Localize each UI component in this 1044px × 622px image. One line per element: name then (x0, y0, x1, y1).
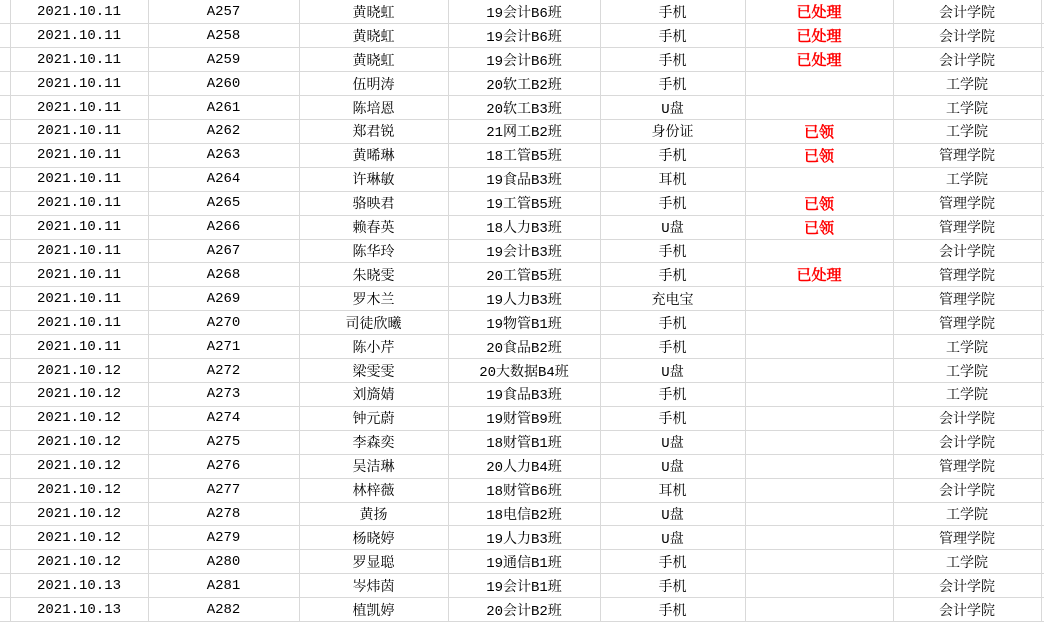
table-row (0, 215, 1044, 239)
cell-class[interactable]: 19人力B3班 (448, 287, 600, 311)
cell-date[interactable]: 2021.10.11 (10, 191, 148, 215)
cell-student-name[interactable]: 郑君锐 (299, 120, 448, 144)
cell-left-sliver[interactable] (0, 120, 10, 144)
cell-status[interactable] (745, 526, 893, 550)
cell-record-id[interactable]: A262 (148, 120, 299, 144)
cell-item-type[interactable]: 手机 (600, 598, 745, 622)
cell-class[interactable]: 20软工B2班 (448, 72, 600, 96)
cell-record-id[interactable]: A264 (148, 167, 299, 191)
cell-college[interactable]: 会计学院 (893, 598, 1041, 622)
cell-record-id[interactable]: A266 (148, 215, 299, 239)
cell-student-name[interactable]: 杨晓婷 (299, 526, 448, 550)
cell-class[interactable]: 19食品B3班 (448, 167, 600, 191)
cell-student-name[interactable]: 李森奕 (299, 430, 448, 454)
cell-college[interactable]: 工学院 (893, 502, 1041, 526)
cell-record-id[interactable]: A279 (148, 526, 299, 550)
cell-student-name[interactable]: 许琳敏 (299, 167, 448, 191)
cell-date[interactable]: 2021.10.13 (10, 574, 148, 598)
table-row (0, 96, 1044, 120)
cell-student-name[interactable]: 伍明涛 (299, 72, 448, 96)
cell-date[interactable]: 2021.10.12 (10, 406, 148, 430)
cell-left-sliver[interactable] (0, 0, 10, 24)
cell-left-sliver[interactable] (0, 311, 10, 335)
cell-student-name[interactable]: 黄扬 (299, 502, 448, 526)
cell-student-name[interactable]: 林梓薇 (299, 478, 448, 502)
table-row (0, 359, 1044, 383)
cell-left-sliver[interactable] (0, 550, 10, 574)
cell-status[interactable]: 已处理 (745, 0, 893, 24)
cell-status[interactable]: 已领 (745, 191, 893, 215)
cell-class[interactable]: 19工管B5班 (448, 191, 600, 215)
cell-college[interactable]: 会计学院 (893, 574, 1041, 598)
cell-item-type[interactable]: 手机 (600, 0, 745, 24)
table-row (0, 526, 1044, 550)
cell-status[interactable] (745, 239, 893, 263)
cell-record-id[interactable]: A257 (148, 0, 299, 24)
cell-date[interactable]: 2021.10.11 (10, 167, 148, 191)
cell-record-id[interactable]: A260 (148, 72, 299, 96)
cell-class[interactable]: 19物管B1班 (448, 311, 600, 335)
cell-status[interactable]: 已处理 (745, 24, 893, 48)
cell-college[interactable]: 会计学院 (893, 430, 1041, 454)
cell-college[interactable]: 管理学院 (893, 526, 1041, 550)
cell-class[interactable]: 18工管B5班 (448, 143, 600, 167)
cell-date[interactable]: 2021.10.12 (10, 359, 148, 383)
cell-status[interactable] (745, 550, 893, 574)
cell-item-type[interactable]: 手机 (600, 550, 745, 574)
cell-item-type[interactable]: U盘 (600, 359, 745, 383)
cell-class[interactable]: 18财管B6班 (448, 478, 600, 502)
cell-item-type[interactable]: U盘 (600, 526, 745, 550)
cell-status[interactable] (745, 311, 893, 335)
cell-status[interactable] (745, 406, 893, 430)
cell-date[interactable]: 2021.10.11 (10, 72, 148, 96)
cell-student-name[interactable]: 吴洁琳 (299, 454, 448, 478)
cell-college[interactable]: 管理学院 (893, 287, 1041, 311)
cell-status[interactable]: 已领 (745, 215, 893, 239)
cell-record-id[interactable]: A276 (148, 454, 299, 478)
cell-left-sliver[interactable] (0, 359, 10, 383)
cell-date[interactable]: 2021.10.11 (10, 263, 148, 287)
cell-class[interactable]: 19财管B9班 (448, 406, 600, 430)
cell-item-type[interactable]: U盘 (600, 430, 745, 454)
cell-class[interactable]: 18人力B3班 (448, 215, 600, 239)
cell-date[interactable]: 2021.10.12 (10, 526, 148, 550)
cell-class[interactable]: 19会计B3班 (448, 239, 600, 263)
cell-college[interactable]: 工学院 (893, 96, 1041, 120)
table-row (0, 191, 1044, 215)
cell-item-type[interactable]: 充电宝 (600, 287, 745, 311)
cell-college[interactable]: 工学院 (893, 335, 1041, 359)
table-row (0, 72, 1044, 96)
cell-left-sliver[interactable] (0, 598, 10, 622)
cell-date[interactable]: 2021.10.13 (10, 598, 148, 622)
cell-left-sliver[interactable] (0, 454, 10, 478)
cell-class[interactable]: 19通信B1班 (448, 550, 600, 574)
table-row (0, 502, 1044, 526)
cell-left-sliver[interactable] (0, 478, 10, 502)
cell-item-type[interactable]: 手机 (600, 143, 745, 167)
cell-record-id[interactable]: A270 (148, 311, 299, 335)
cell-status[interactable] (745, 335, 893, 359)
cell-college[interactable]: 工学院 (893, 120, 1041, 144)
cell-item-type[interactable]: U盘 (600, 96, 745, 120)
cell-left-sliver[interactable] (0, 502, 10, 526)
cell-date[interactable]: 2021.10.12 (10, 454, 148, 478)
cell-item-type[interactable]: 手机 (600, 311, 745, 335)
cell-college[interactable]: 管理学院 (893, 263, 1041, 287)
cell-status[interactable] (745, 359, 893, 383)
cell-left-sliver[interactable] (0, 526, 10, 550)
cell-class[interactable]: 19人力B3班 (448, 526, 600, 550)
cell-left-sliver[interactable] (0, 96, 10, 120)
cell-class[interactable]: 19食品B3班 (448, 383, 600, 407)
table-row (0, 478, 1044, 502)
cell-status[interactable] (745, 598, 893, 622)
cell-student-name[interactable]: 罗显聪 (299, 550, 448, 574)
cell-left-sliver[interactable] (0, 72, 10, 96)
cell-date[interactable]: 2021.10.12 (10, 383, 148, 407)
cell-college[interactable]: 管理学院 (893, 143, 1041, 167)
cell-item-type[interactable]: 耳机 (600, 478, 745, 502)
cell-college[interactable]: 管理学院 (893, 215, 1041, 239)
cell-college[interactable]: 会计学院 (893, 478, 1041, 502)
cell-student-name[interactable]: 骆映君 (299, 191, 448, 215)
cell-left-sliver[interactable] (0, 48, 10, 72)
cell-item-type[interactable]: 手机 (600, 383, 745, 407)
table-row (0, 574, 1044, 598)
cell-college[interactable]: 管理学院 (893, 454, 1041, 478)
cell-date[interactable]: 2021.10.12 (10, 478, 148, 502)
cell-left-sliver[interactable] (0, 191, 10, 215)
cell-class[interactable]: 20大数据B4班 (448, 359, 600, 383)
cell-status[interactable] (745, 72, 893, 96)
cell-college[interactable]: 会计学院 (893, 406, 1041, 430)
cell-date[interactable]: 2021.10.11 (10, 48, 148, 72)
cell-left-sliver[interactable] (0, 335, 10, 359)
cell-left-sliver[interactable] (0, 574, 10, 598)
cell-record-id[interactable]: A282 (148, 598, 299, 622)
cell-record-id[interactable]: A277 (148, 478, 299, 502)
cell-record-id[interactable]: A269 (148, 287, 299, 311)
cell-student-name[interactable]: 赖春英 (299, 215, 448, 239)
cell-class[interactable]: 19会计B6班 (448, 48, 600, 72)
cell-student-name[interactable]: 黄晞琳 (299, 143, 448, 167)
cell-date[interactable]: 2021.10.12 (10, 550, 148, 574)
cell-status[interactable]: 已领 (745, 143, 893, 167)
cell-status[interactable] (745, 574, 893, 598)
cell-record-id[interactable]: A272 (148, 359, 299, 383)
cell-student-name[interactable]: 刘旖婧 (299, 383, 448, 407)
cell-date[interactable]: 2021.10.11 (10, 311, 148, 335)
cell-record-id[interactable]: A265 (148, 191, 299, 215)
cell-record-id[interactable]: A275 (148, 430, 299, 454)
cell-date[interactable]: 2021.10.11 (10, 24, 148, 48)
cell-college[interactable]: 管理学院 (893, 191, 1041, 215)
table-row (0, 311, 1044, 335)
cell-date[interactable]: 2021.10.11 (10, 143, 148, 167)
cell-class[interactable]: 20食品B2班 (448, 335, 600, 359)
cell-status[interactable] (745, 478, 893, 502)
table-row (0, 383, 1044, 407)
cell-item-type[interactable]: 手机 (600, 263, 745, 287)
cell-class[interactable]: 18财管B1班 (448, 430, 600, 454)
cell-left-sliver[interactable] (0, 430, 10, 454)
cell-record-id[interactable]: A273 (148, 383, 299, 407)
cell-date[interactable]: 2021.10.11 (10, 335, 148, 359)
cell-item-type[interactable]: 手机 (600, 406, 745, 430)
cell-college[interactable]: 管理学院 (893, 311, 1041, 335)
cell-date[interactable]: 2021.10.11 (10, 239, 148, 263)
cell-college[interactable]: 工学院 (893, 550, 1041, 574)
cell-class[interactable]: 21网工B2班 (448, 120, 600, 144)
cell-left-sliver[interactable] (0, 287, 10, 311)
cell-class[interactable]: 20软工B3班 (448, 96, 600, 120)
cell-date[interactable]: 2021.10.12 (10, 430, 148, 454)
cell-left-sliver[interactable] (0, 383, 10, 407)
cell-student-name[interactable]: 朱晓雯 (299, 263, 448, 287)
cell-status[interactable] (745, 454, 893, 478)
table-row (0, 24, 1044, 48)
cell-student-name[interactable]: 黄晓虹 (299, 24, 448, 48)
cell-item-type[interactable]: 手机 (600, 191, 745, 215)
cell-record-id[interactable]: A271 (148, 335, 299, 359)
cell-record-id[interactable]: A280 (148, 550, 299, 574)
cell-date[interactable]: 2021.10.11 (10, 215, 148, 239)
cell-status[interactable] (745, 287, 893, 311)
cell-student-name[interactable]: 梁雯雯 (299, 359, 448, 383)
cell-status[interactable] (745, 430, 893, 454)
cell-item-type[interactable]: 手机 (600, 72, 745, 96)
cell-record-id[interactable]: A281 (148, 574, 299, 598)
cell-college[interactable]: 工学院 (893, 72, 1041, 96)
cell-class[interactable]: 19会计B6班 (448, 0, 600, 24)
cell-item-type[interactable]: 身份证 (600, 120, 745, 144)
table-row (0, 0, 1044, 24)
cell-record-id[interactable]: A278 (148, 502, 299, 526)
cell-student-name[interactable]: 陈小芹 (299, 335, 448, 359)
cell-item-type[interactable]: U盘 (600, 502, 745, 526)
cell-college[interactable]: 会计学院 (893, 48, 1041, 72)
cell-item-type[interactable]: U盘 (600, 454, 745, 478)
cell-student-name[interactable]: 陈华玲 (299, 239, 448, 263)
cell-date[interactable]: 2021.10.11 (10, 287, 148, 311)
cell-student-name[interactable]: 罗木兰 (299, 287, 448, 311)
cell-record-id[interactable]: A268 (148, 263, 299, 287)
cell-student-name[interactable]: 岑炜茵 (299, 574, 448, 598)
table-row (0, 167, 1044, 191)
cell-college[interactable]: 工学院 (893, 167, 1041, 191)
cell-left-sliver[interactable] (0, 167, 10, 191)
table-row (0, 120, 1044, 144)
cell-record-id[interactable]: A259 (148, 48, 299, 72)
table-row (0, 239, 1044, 263)
cell-date[interactable]: 2021.10.12 (10, 502, 148, 526)
cell-date[interactable]: 2021.10.11 (10, 0, 148, 24)
cell-class[interactable]: 20人力B4班 (448, 454, 600, 478)
cell-class[interactable]: 20会计B2班 (448, 598, 600, 622)
table-row (0, 406, 1044, 430)
table-row (0, 598, 1044, 622)
table-row (0, 287, 1044, 311)
table-row (0, 335, 1044, 359)
table-row (0, 550, 1044, 574)
cell-status[interactable]: 已处理 (745, 263, 893, 287)
cell-item-type[interactable]: 手机 (600, 24, 745, 48)
cell-status[interactable] (745, 502, 893, 526)
cell-student-name[interactable]: 植凯婷 (299, 598, 448, 622)
cell-left-sliver[interactable] (0, 263, 10, 287)
cell-date[interactable]: 2021.10.11 (10, 120, 148, 144)
cell-class[interactable]: 20工管B5班 (448, 263, 600, 287)
cell-item-type[interactable]: U盘 (600, 215, 745, 239)
table-row (0, 263, 1044, 287)
table-row (0, 430, 1044, 454)
cell-student-name[interactable]: 钟元蔚 (299, 406, 448, 430)
cell-college[interactable]: 会计学院 (893, 239, 1041, 263)
cell-college[interactable]: 工学院 (893, 359, 1041, 383)
cell-status[interactable] (745, 383, 893, 407)
cell-status[interactable] (745, 96, 893, 120)
cell-item-type[interactable]: 手机 (600, 574, 745, 598)
table-row (0, 143, 1044, 167)
cell-record-id[interactable]: A274 (148, 406, 299, 430)
cell-student-name[interactable]: 陈培恩 (299, 96, 448, 120)
cell-left-sliver[interactable] (0, 143, 10, 167)
cell-college[interactable]: 工学院 (893, 383, 1041, 407)
cell-left-sliver[interactable] (0, 239, 10, 263)
cell-status[interactable]: 已领 (745, 120, 893, 144)
cell-student-name[interactable]: 黄晓虹 (299, 48, 448, 72)
cell-record-id[interactable]: A258 (148, 24, 299, 48)
cell-left-sliver[interactable] (0, 24, 10, 48)
cell-status[interactable]: 已处理 (745, 48, 893, 72)
cell-student-name[interactable]: 司徒欣曦 (299, 311, 448, 335)
cell-item-type[interactable]: 耳机 (600, 167, 745, 191)
cell-college[interactable]: 会计学院 (893, 24, 1041, 48)
cell-college[interactable]: 会计学院 (893, 0, 1041, 24)
cell-item-type[interactable]: 手机 (600, 48, 745, 72)
cell-class[interactable]: 19会计B6班 (448, 24, 600, 48)
cell-item-type[interactable]: 手机 (600, 239, 745, 263)
cell-status[interactable] (745, 167, 893, 191)
cell-left-sliver[interactable] (0, 215, 10, 239)
cell-record-id[interactable]: A263 (148, 143, 299, 167)
cell-left-sliver[interactable] (0, 406, 10, 430)
cell-date[interactable]: 2021.10.11 (10, 96, 148, 120)
table-row (0, 48, 1044, 72)
cell-record-id[interactable]: A261 (148, 96, 299, 120)
cell-class[interactable]: 18电信B2班 (448, 502, 600, 526)
cell-record-id[interactable]: A267 (148, 239, 299, 263)
table-row (0, 454, 1044, 478)
cell-student-name[interactable]: 黄晓虹 (299, 0, 448, 24)
cell-item-type[interactable]: 手机 (600, 335, 745, 359)
cell-class[interactable]: 19会计B1班 (448, 574, 600, 598)
